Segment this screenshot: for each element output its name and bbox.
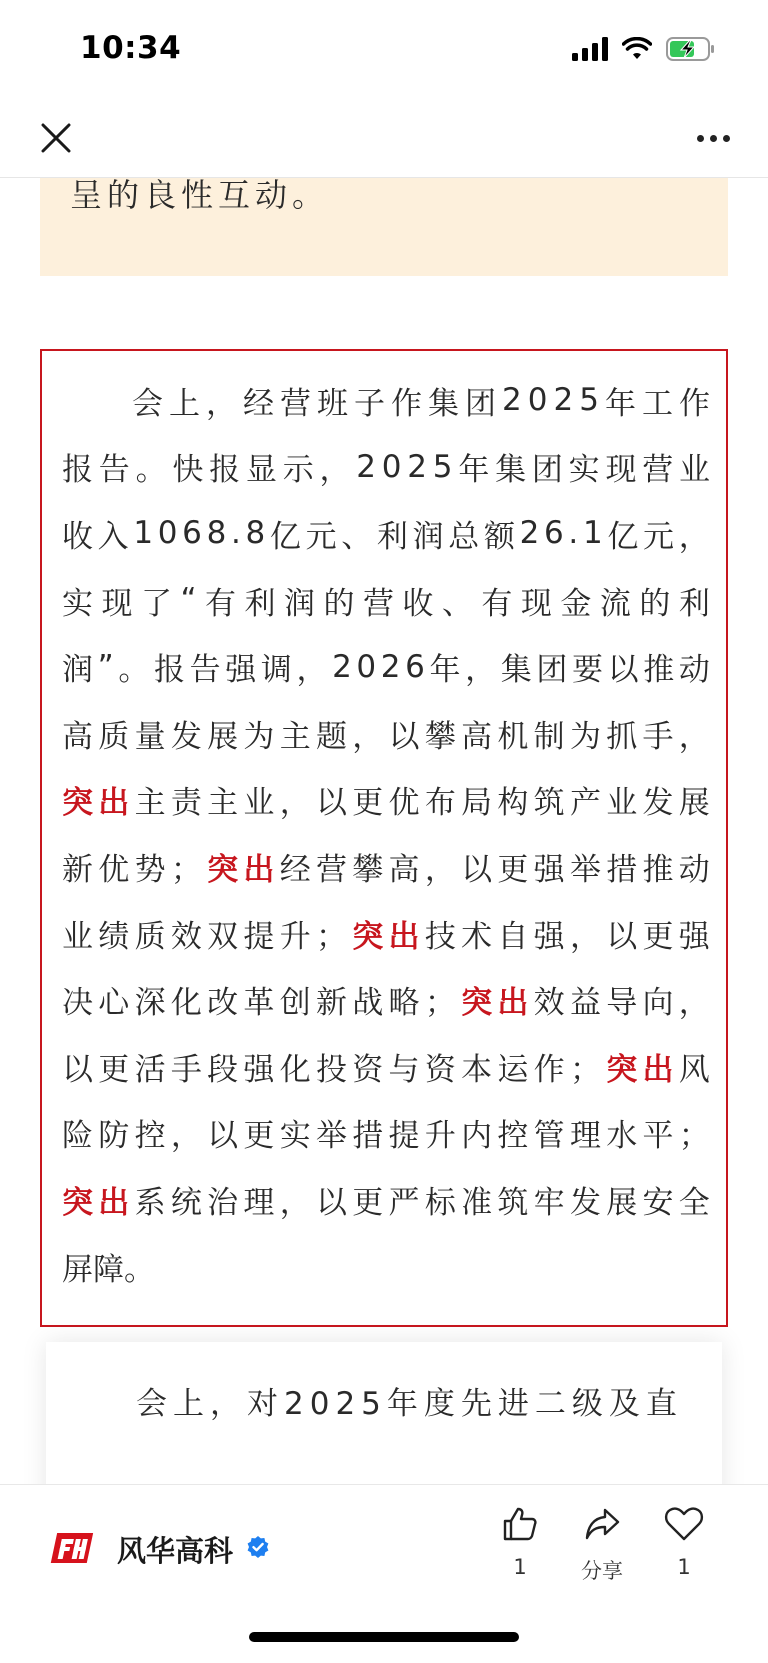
home-indicator xyxy=(249,1632,519,1642)
status-bar xyxy=(0,0,768,100)
status-time: 10:34 xyxy=(80,30,182,66)
status-icons xyxy=(572,34,716,64)
article-paragraph-box xyxy=(40,349,728,1327)
paragraph-line: 以 更 活 手 段 强 化 投 资 与 资 本 运 作 ； 突 出 风 xyxy=(62,1051,710,1088)
paragraph-line: 新 优 势 ； 突 出 经 营 攀 高 ， 以 更 强 举 措 推 动 xyxy=(62,851,710,888)
heart-icon xyxy=(664,1505,704,1543)
paragraph-line: 实 现 了 “ 有 利 润 的 营 收 、 有 现 金 流 的 利 xyxy=(62,582,710,622)
article-paragraph xyxy=(62,367,710,1299)
paragraph-line: 险 防 控 ， 以 更 实 举 措 提 升 内 控 管 理 水 平 ； xyxy=(62,1118,710,1155)
next-block-text: 会上，对2025年度先进二级及直 xyxy=(136,1386,683,1422)
paragraph-line: 报 告 。 快 报 显 示 ， 2 0 2 5 年 集 团 实 现 营 业 xyxy=(62,448,710,489)
paragraph-line: 收 入 1 0 6 8 . 8 亿 元 、 利 润 总 额 2 6 . 1 亿 元 ， xyxy=(62,515,710,555)
battery-charging-icon xyxy=(666,37,716,61)
wifi-icon xyxy=(622,37,652,61)
brand-name[interactable]: 风华高科 xyxy=(117,1534,234,1568)
previous-highlight-block xyxy=(40,178,728,276)
paragraph-line: 业 绩 质 效 双 提 升 ； 突 出 技 术 自 强 ， 以 更 强 xyxy=(62,918,710,955)
close-button[interactable] xyxy=(34,116,78,160)
paragraph-line: 突 出 系 统 治 理 ， 以 更 严 标 准 筑 牢 发 展 安 全 xyxy=(62,1184,710,1221)
cellular-signal-icon xyxy=(572,37,608,61)
thumbs-up-icon xyxy=(501,1505,539,1543)
paragraph-line: 会 上 ， 经 营 班 子 作 集 团 2 0 2 5 年 工 作 xyxy=(132,382,710,422)
like-count: 1 xyxy=(513,1555,527,1579)
nav-bar xyxy=(0,100,768,178)
share-button[interactable] xyxy=(562,1505,642,1585)
paragraph-line: 屏 障 。 xyxy=(62,1251,155,1288)
paragraph-line: 润 ” 。 报 告 强 调 ， 2 0 2 6 年 ， 集 团 要 以 推 动 xyxy=(62,648,710,689)
verified-badge-icon xyxy=(246,1535,270,1559)
previous-block-text: 呈的良性互动。 xyxy=(70,178,330,214)
favorite-count: 1 xyxy=(677,1555,691,1579)
paragraph-line: 突 出 主 责 主 业 ， 以 更 优 布 局 构 筑 产 业 发 展 xyxy=(62,785,710,822)
paragraph-line: 高 质 量 发 展 为 主 题 ， 以 攀 高 机 制 为 抓 手 ， xyxy=(62,718,710,755)
next-paragraph-block xyxy=(46,1342,722,1484)
brand-logo[interactable] xyxy=(48,1529,96,1567)
close-icon xyxy=(40,122,72,154)
more-options-button[interactable] xyxy=(688,116,738,160)
favorite-button[interactable] xyxy=(644,1505,724,1579)
paragraph-line: 决 心 深 化 改 革 创 新 战 略 ； 突 出 效 益 导 向 ， xyxy=(62,985,710,1022)
share-icon xyxy=(583,1505,621,1543)
more-icon xyxy=(697,135,704,142)
article-content[interactable] xyxy=(0,178,768,1484)
share-label: 分享 xyxy=(581,1559,623,1583)
like-button[interactable] xyxy=(480,1505,560,1579)
